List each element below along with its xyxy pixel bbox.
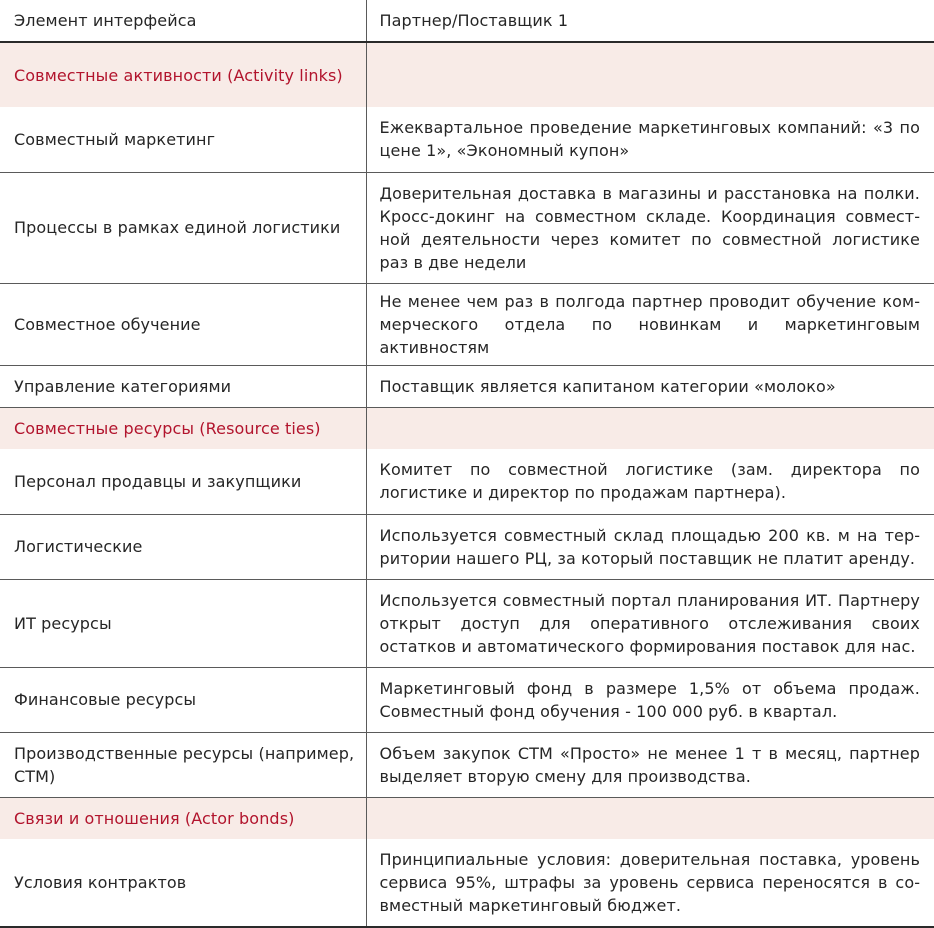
- table-row-logistic-resources: [0, 514, 934, 579]
- table-row-logistics-processes: [0, 172, 934, 283]
- header-element-column: Элемент интерфейса: [0, 0, 366, 42]
- section-label: Совместные активности (Activity links): [0, 42, 366, 107]
- row-label: ИТ ресурсы: [0, 579, 366, 667]
- row-label: Совместное обучение: [0, 283, 366, 365]
- table-body: [0, 42, 934, 927]
- row-label: Управление категориями: [0, 365, 366, 407]
- table-row-personnel: [0, 449, 934, 514]
- row-value: Доверительная доставка в магазины и расстановка на полки. Кросс-докинг на совместном складе. Координация совместной деятельности через комитет по совместной логистике раз в две недели: [366, 172, 934, 283]
- table-row-joint-marketing: [0, 107, 934, 172]
- row-value: Комитет по совместной логистике (зам. директора по логистике и директор по продажам партнера).: [366, 449, 934, 514]
- row-value: Не менее чем раз в полгода партнер проводит обучение коммерческого отдела по новинкам и маркетинговым активностям: [366, 283, 934, 365]
- row-label: Условия контрактов: [0, 839, 366, 927]
- section-label: Связи и отношения (Actor bonds): [0, 797, 366, 839]
- row-label: Процессы в рамках единой логистики: [0, 172, 366, 283]
- table-row-it-resources: [0, 579, 934, 667]
- section-row-activity-links: [0, 42, 934, 107]
- row-value: Поставщик является капитаном категории «молоко»: [366, 365, 934, 407]
- table-row-joint-training: [0, 283, 934, 365]
- section-row-resource-ties: [0, 407, 934, 449]
- section-label: Совместные ресурсы (Resource ties): [0, 407, 366, 449]
- table-row-financial-resources: [0, 667, 934, 732]
- row-value: Маркетинговый фонд в размере 1,5% от объема продаж. Совместный фонд обучения - 100 000 руб. в квартал.: [366, 667, 934, 732]
- section-row-actor-bonds: [0, 797, 934, 839]
- table-row-contract-terms: [0, 839, 934, 927]
- row-value: Используется совместный склад площадью 200 кв. м на территории нашего РЦ, за который поставщик не платит аренду.: [366, 514, 934, 579]
- row-label: Персонал продавцы и закупщики: [0, 449, 366, 514]
- row-value: Ежеквартальное проведение маркетинговых компаний: «3 по цене 1», «Экономный купон»: [366, 107, 934, 172]
- table-row-production-resources: [0, 732, 934, 797]
- section-value: [366, 797, 934, 839]
- header-partner-column: Партнер/Поставщик 1: [366, 0, 934, 42]
- section-value: [366, 407, 934, 449]
- row-value: Используется совместный портал планирования ИТ. Партнеру открыт доступ для оперативного отслеживания своих остатков и автоматического формирования поставок для нас.: [366, 579, 934, 667]
- row-value: Объем закупок СТМ «Просто» не менее 1 т в месяц, партнер выделяет вторую смену для производства.: [366, 732, 934, 797]
- row-label: Финансовые ресурсы: [0, 667, 366, 732]
- section-value: [366, 42, 934, 107]
- table-header-row: [0, 0, 934, 42]
- row-value: Принципиальные условия: доверительная поставка, уровень сервиса 95%, штрафы за уровень сервиса переносятся в совместный маркетинговый бюджет.: [366, 839, 934, 927]
- row-label: Совместный маркетинг: [0, 107, 366, 172]
- row-label: Производственные ресурсы (например, СТМ): [0, 732, 366, 797]
- table-row-category-management: [0, 365, 934, 407]
- row-label: Логистические: [0, 514, 366, 579]
